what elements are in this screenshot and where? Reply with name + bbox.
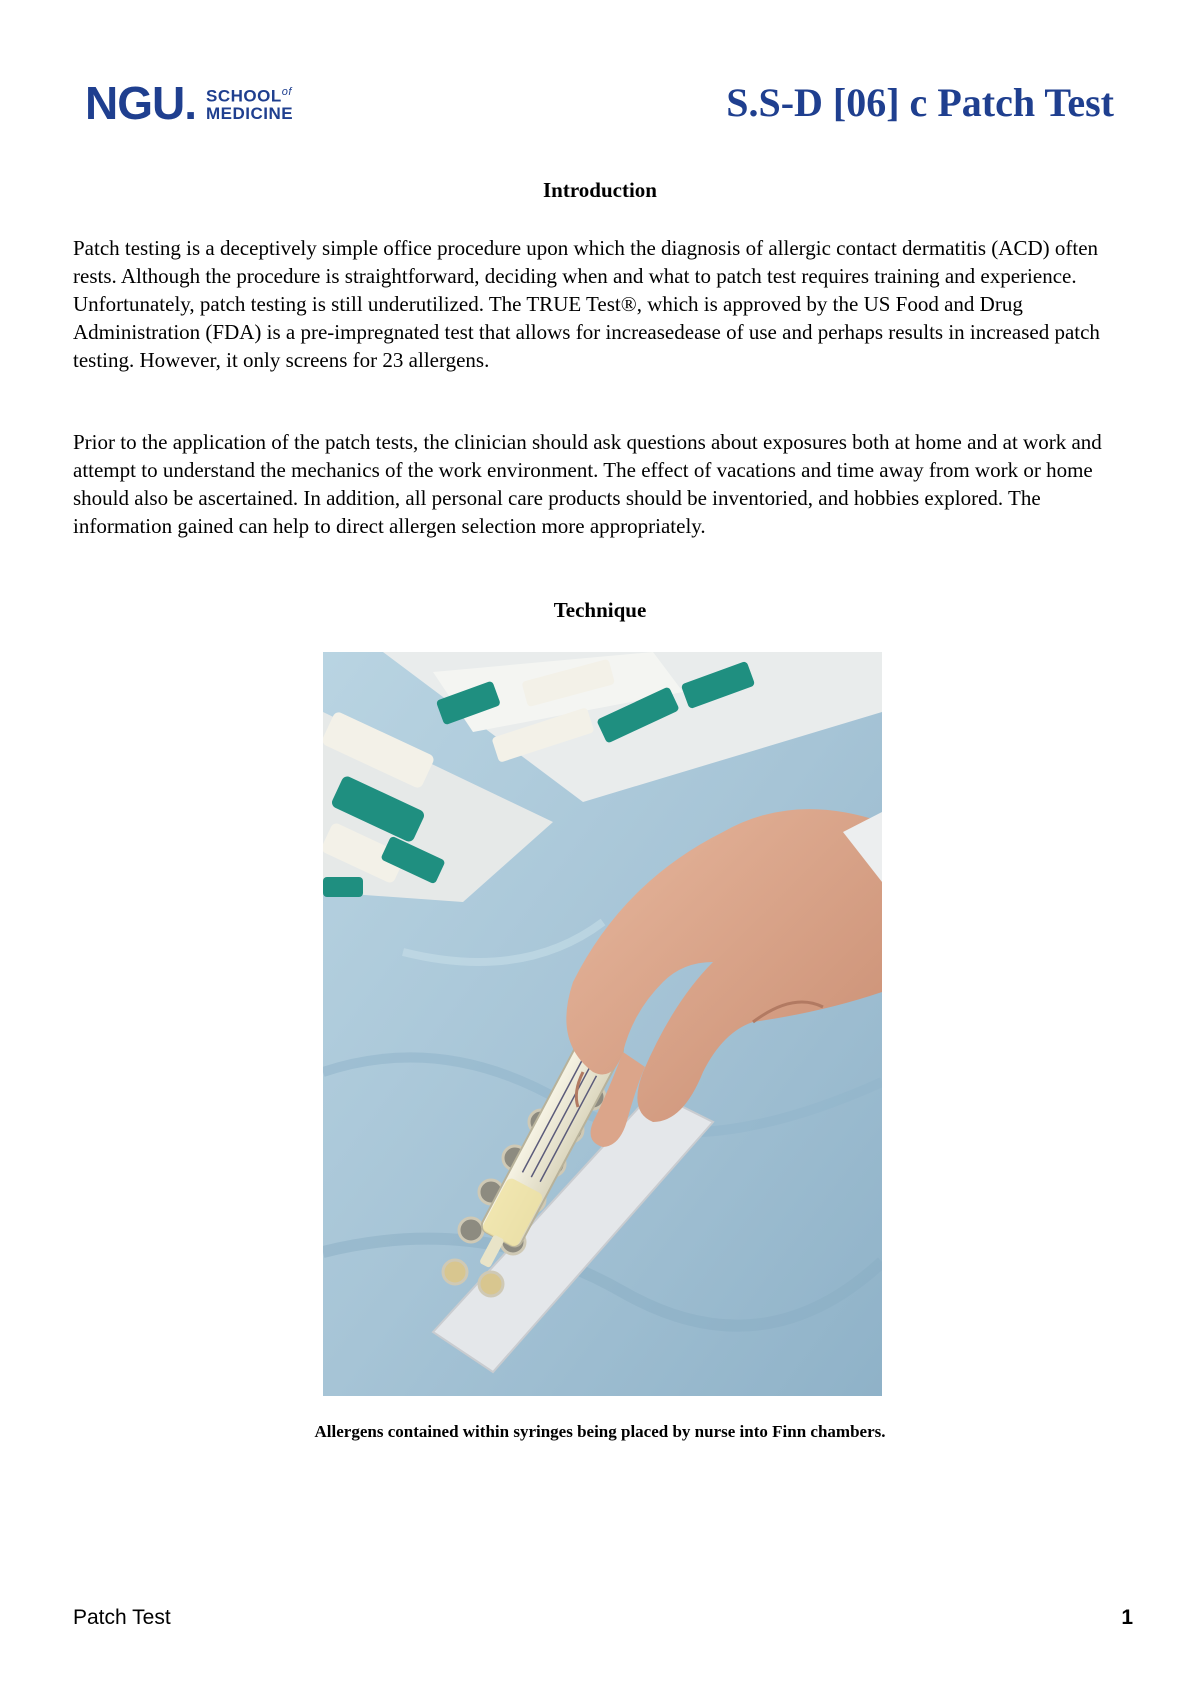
introduction-heading: Introduction xyxy=(543,178,657,202)
logo-ngu-text: NGU. xyxy=(85,77,196,129)
intro-paragraph-1: Patch testing is a deceptively simple office procedure upon which the diagnosis of allergic contact dermatitis (ACD) often rests. Although the procedure is straightforward, deciding when and what to patch test requires training and experience. Unfortunately, patch testing is still underutilized. The TRUE Test®, which is approved by the US Food and Drug Administration (FDA) is a pre-impregnated test that allows for increasedease of use and perhaps results in increased patch testing. However, it only screens for 23 allergens. xyxy=(73,236,1100,372)
logo-line-medicine: MEDICINE xyxy=(206,103,294,123)
page-number: 1 xyxy=(1121,1606,1133,1629)
logo-school-text xyxy=(206,84,293,122)
logo-of: of xyxy=(281,86,292,99)
patch-test-illustration xyxy=(323,652,882,1396)
patch-test-photo xyxy=(323,652,882,1396)
photo-caption: Allergens contained within syringes being placed by nurse into Finn chambers. xyxy=(314,1422,886,1441)
logo-line-school: SCHOOL xyxy=(206,86,282,106)
school-logo xyxy=(85,78,293,128)
footer-title: Patch Test xyxy=(73,1606,171,1629)
intro-paragraph-2: Prior to the application of the patch tests, the clinician should ask questions about exposures both at home and at work and attempt to understand the mechanics of the work environment. The effect of vacations and time away from work or home should also be ascertained. In addition, all personal care products should be inventoried, and hobbies explored. The information gained can help to direct allergen selection more appropriately. xyxy=(73,430,1102,538)
technique-heading: Technique xyxy=(553,598,647,622)
document-title: S.S-D [06] c Patch Test xyxy=(726,80,1114,125)
